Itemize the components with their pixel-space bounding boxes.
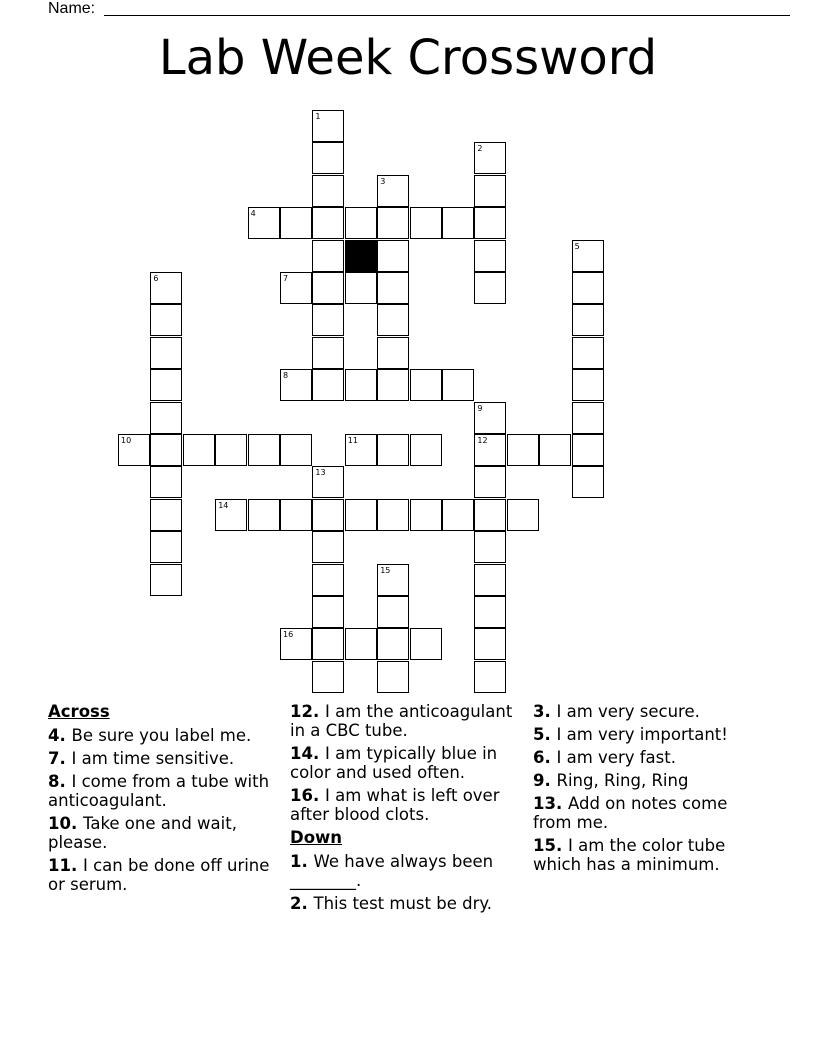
down-heading: Down (290, 828, 343, 847)
grid-cell[interactable] (377, 564, 409, 596)
grid-cell[interactable] (345, 369, 377, 401)
clue-item-text: I come from a tube with anticoagulant. (48, 772, 270, 810)
grid-cell[interactable] (312, 272, 344, 304)
grid-cell[interactable] (474, 628, 506, 660)
clue-item (533, 836, 765, 874)
grid-cell[interactable] (345, 207, 377, 239)
clues-column-2 (290, 702, 522, 917)
clue-item-number: 10. (48, 814, 83, 833)
grid-cell[interactable] (474, 240, 506, 272)
grid-cell[interactable] (377, 240, 409, 272)
grid-cell[interactable] (572, 402, 604, 434)
grid-cell[interactable] (539, 434, 571, 466)
clue-number: 14 (218, 500, 229, 510)
grid-cell[interactable] (572, 369, 604, 401)
across-heading: Across (48, 702, 110, 721)
clue-item-number: 16. (290, 786, 325, 805)
grid-cell[interactable] (474, 661, 506, 693)
grid-cell[interactable] (474, 531, 506, 563)
grid-cell[interactable] (572, 272, 604, 304)
grid-cell[interactable] (410, 207, 442, 239)
clue-item-number: 14. (290, 744, 325, 763)
clue-item (290, 852, 522, 890)
grid-cell[interactable] (410, 369, 442, 401)
grid-cell[interactable] (474, 142, 506, 174)
name-label: Name: (48, 0, 96, 17)
grid-cell[interactable] (248, 499, 280, 531)
grid-cell[interactable] (410, 628, 442, 660)
clue-item-number: 6. (533, 748, 557, 767)
clue-number: 7 (283, 274, 289, 283)
clue-item-number: 7. (48, 749, 72, 768)
grid-cell[interactable] (474, 564, 506, 596)
black-square (345, 240, 377, 272)
grid-cell[interactable] (312, 499, 344, 531)
grid-cell[interactable] (280, 628, 312, 660)
grid-cell[interactable] (312, 466, 344, 498)
clue-item (290, 786, 522, 824)
grid-cell[interactable] (150, 466, 182, 498)
grid-cell[interactable] (150, 434, 182, 466)
clue-item (290, 702, 522, 740)
grid-cell[interactable] (474, 434, 506, 466)
grid-cell[interactable] (312, 628, 344, 660)
clue-item (48, 772, 280, 810)
grid-cell[interactable] (442, 369, 474, 401)
grid-cell[interactable] (507, 434, 539, 466)
clue-item-text: This test must be dry. (313, 894, 493, 913)
grid-cell[interactable] (150, 499, 182, 531)
grid-cell[interactable] (507, 499, 539, 531)
grid-cell[interactable] (345, 272, 377, 304)
grid-cell[interactable] (572, 337, 604, 369)
clue-item (290, 744, 522, 782)
grid-cell[interactable] (442, 499, 474, 531)
clue-item-text: I am the color tube which has a minimum. (533, 836, 726, 874)
grid-cell[interactable] (312, 531, 344, 563)
grid-cell[interactable] (345, 628, 377, 660)
grid-cell[interactable] (377, 304, 409, 336)
grid-cell[interactable] (345, 434, 377, 466)
clue-item (533, 794, 765, 832)
grid-cell[interactable] (474, 402, 506, 434)
clue-item-text: I am typically blue in color and used often. (290, 744, 498, 782)
grid-cell[interactable] (377, 661, 409, 693)
clue-number: 2 (477, 144, 483, 154)
grid-cell[interactable] (215, 499, 247, 531)
grid-cell[interactable] (377, 207, 409, 239)
clue-item (533, 725, 765, 744)
grid-cell[interactable] (312, 596, 344, 628)
clue-item (48, 749, 280, 768)
grid-cell[interactable] (377, 175, 409, 207)
clue-number: 6 (153, 274, 159, 283)
clue-item-text: Add on notes come from me. (533, 794, 728, 832)
clue-number: 11 (347, 436, 358, 445)
name-line-rule (104, 15, 790, 16)
grid-cell[interactable] (150, 564, 182, 596)
clues-column-3 (533, 702, 765, 878)
grid-cell[interactable] (410, 499, 442, 531)
grid-cell[interactable] (312, 564, 344, 596)
grid-cell[interactable] (312, 337, 344, 369)
clue-item-text: I am very secure. (556, 702, 700, 721)
grid-cell[interactable] (474, 175, 506, 207)
grid-cell[interactable] (377, 272, 409, 304)
grid-cell[interactable] (150, 304, 182, 336)
clue-item-number: 13. (533, 794, 568, 813)
grid-cell[interactable] (377, 628, 409, 660)
clue-item-text: I am the anticoagulant in a CBC tube. (290, 702, 513, 740)
clue-number: 8 (283, 371, 289, 381)
clue-item-number: 2. (290, 894, 314, 913)
clue-item-number: 8. (48, 772, 72, 791)
clue-item-text: I am time sensitive. (71, 749, 235, 768)
clue-number: 13 (315, 468, 326, 478)
grid-cell[interactable] (280, 434, 312, 466)
grid-cell[interactable] (150, 272, 182, 304)
grid-cell[interactable] (572, 466, 604, 498)
clue-item-text: Ring, Ring, Ring (556, 771, 689, 790)
clue-item (48, 726, 280, 745)
grid-cell[interactable] (312, 142, 344, 174)
clue-item-text: I am very fast. (556, 748, 676, 767)
clue-number: 1 (315, 112, 321, 121)
clue-number: 9 (477, 403, 483, 413)
clue-item (290, 894, 522, 913)
clue-item-number: 4. (48, 726, 72, 745)
grid-cell[interactable] (312, 369, 344, 401)
clue-item-number: 11. (48, 856, 83, 875)
clue-item (48, 814, 280, 852)
clue-item-number: 5. (533, 725, 557, 744)
grid-cell[interactable] (280, 207, 312, 239)
clue-item-text: Take one and wait, please. (48, 814, 237, 852)
grid-cell[interactable] (572, 304, 604, 336)
clue-item-number: 1. (290, 852, 314, 871)
grid-cell[interactable] (248, 434, 280, 466)
grid-cell[interactable] (150, 531, 182, 563)
grid-cell[interactable] (474, 499, 506, 531)
clue-item-number: 9. (533, 771, 557, 790)
grid-cell[interactable] (377, 434, 409, 466)
clue-item (533, 702, 765, 721)
grid-cell[interactable] (280, 369, 312, 401)
clues-column-1 (48, 702, 280, 898)
grid-cell[interactable] (312, 661, 344, 693)
grid-cell[interactable] (312, 240, 344, 272)
clue-item (533, 771, 765, 790)
clue-item-text: Be sure you label me. (71, 726, 252, 745)
grid-cell[interactable] (280, 272, 312, 304)
clue-item-number: 15. (533, 836, 568, 855)
grid-cell[interactable] (377, 369, 409, 401)
grid-cell[interactable] (474, 596, 506, 628)
clue-number: 16 (283, 630, 294, 640)
clue-item-text: I am very important! (556, 725, 728, 744)
grid-cell[interactable] (474, 466, 506, 498)
grid-cell[interactable] (572, 434, 604, 466)
clue-number: 5 (574, 241, 580, 251)
grid-cell[interactable] (312, 207, 344, 239)
grid-cell[interactable] (410, 434, 442, 466)
clue-item (48, 856, 280, 894)
clue-number: 4 (250, 209, 256, 219)
clue-item-number: 12. (290, 702, 325, 721)
grid-cell[interactable] (572, 240, 604, 272)
grid-cell[interactable] (377, 596, 409, 628)
clue-number: 12 (477, 436, 488, 445)
clue-number: 3 (380, 176, 386, 186)
grid-cell[interactable] (215, 434, 247, 466)
grid-cell[interactable] (312, 110, 344, 142)
grid-cell[interactable] (345, 499, 377, 531)
grid-cell[interactable] (474, 207, 506, 239)
clue-item-text: We have always been ________. (290, 852, 494, 890)
grid-cell[interactable] (150, 337, 182, 369)
grid-cell[interactable] (312, 304, 344, 336)
clue-item-text: I can be done off urine or serum. (48, 856, 270, 894)
grid-cell[interactable] (183, 434, 215, 466)
name-field (48, 0, 748, 18)
grid-cell[interactable] (377, 337, 409, 369)
clue-number: 10 (121, 436, 132, 445)
clue-item (533, 748, 765, 767)
grid-cell[interactable] (312, 175, 344, 207)
grid-cell[interactable] (442, 207, 474, 239)
clue-item-text: I am what is left over after blood clots. (290, 786, 500, 824)
grid-cell[interactable] (118, 434, 150, 466)
grid-cell[interactable] (150, 402, 182, 434)
page-title: Lab Week Crossword (158, 30, 658, 86)
clue-number: 15 (380, 565, 391, 575)
grid-cell[interactable] (377, 499, 409, 531)
grid-cell[interactable] (280, 499, 312, 531)
grid-cell[interactable] (474, 272, 506, 304)
grid-cell[interactable] (150, 369, 182, 401)
grid-cell[interactable] (248, 207, 280, 239)
clue-item-number: 3. (533, 702, 557, 721)
